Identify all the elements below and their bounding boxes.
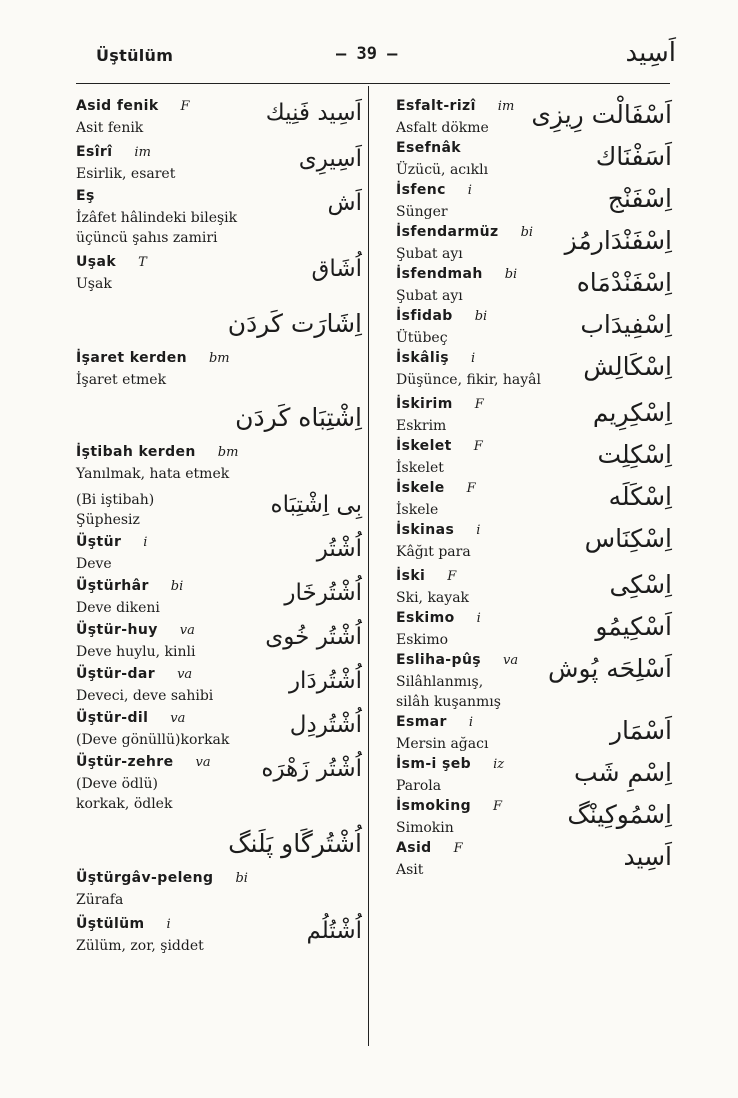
entry-head (76, 870, 362, 890)
entry-arabic: اَسْكِيمُو (595, 612, 672, 641)
entry-arabic: اِسْكَلَه (608, 482, 672, 511)
entry-arabic: اِسْفِيدَاب (580, 310, 672, 339)
entry-arabic: اَسَفْنَاك (595, 142, 672, 171)
dictionary-entry (76, 98, 362, 138)
entry-definition: İskele (396, 502, 439, 518)
entry-arabic: اُشْتُلُم (306, 918, 362, 944)
entry-arabic: اُشْتُردَار (288, 668, 362, 694)
page-header (76, 40, 676, 80)
dictionary-entry (396, 266, 672, 306)
entry-arabic: اِشْتِبَاه كَردَن (235, 403, 362, 432)
entry-headword: Üştür-huy (76, 622, 158, 638)
column-divider (368, 86, 369, 1046)
entry-headword: İsmoking (396, 798, 472, 814)
entry-headword: İsfidab (396, 308, 453, 324)
entry-headword: Üştülüm (76, 916, 145, 932)
entry-headword: Üştür (76, 534, 122, 550)
entry-headword: Eş (76, 188, 95, 204)
entry-arabic: اِشَارَت كَردَن (227, 309, 362, 338)
entry-headword: İsm-i şeb (396, 756, 472, 772)
entry-tag: va (179, 623, 195, 638)
entry-arabic: اَسْمَار (609, 716, 672, 745)
entry-definition: Deveci, deve sahibi (76, 688, 214, 704)
entry-tag: bi (235, 871, 248, 886)
entry-tag: i (471, 351, 476, 366)
dictionary-entry (396, 756, 672, 796)
entry-arabic: بِى اِشْتِبَاه (270, 492, 362, 518)
dictionary-entry (76, 916, 362, 956)
entry-tag: F (447, 569, 457, 584)
dictionary-entry (396, 308, 672, 348)
dictionary-entry (396, 182, 672, 222)
entry-definition: Yanılmak, hata etmek (76, 466, 230, 482)
entry-arabic: اُشْتُر زَهْرَه (261, 756, 362, 782)
entry-headword: İskirim (396, 396, 453, 412)
entry-arabic: اُشْتُرگَاو پَلَنگ (228, 829, 362, 858)
header-rule (76, 83, 670, 84)
entry-definition: Ski, kayak (396, 590, 470, 606)
entry-arabic: اِسْكَالِش (583, 352, 672, 381)
dictionary-entry (396, 714, 672, 754)
entry-definition: silâh kuşanmış (396, 694, 501, 710)
entry-arabic: اِسْمِ شَب (574, 758, 672, 787)
page-number: — 39 — (336, 44, 398, 64)
guide-arabic: اَسِيد (625, 38, 676, 68)
entry-arabic: اَسِيد (623, 842, 672, 871)
entry-arabic: اَسِيرِى (298, 146, 362, 172)
entry-definition: (Deve ödlü) (76, 776, 158, 792)
dictionary-entry (396, 610, 672, 650)
entry-tag: iz (493, 757, 505, 772)
dictionary-entry (396, 568, 672, 608)
entry-arabic: اَش (327, 190, 362, 216)
dictionary-entry (76, 710, 362, 750)
entry-definition: Sünger (396, 204, 448, 220)
entry-tag: i (166, 917, 171, 932)
entry-definition: Silâhlanmış, (396, 674, 484, 690)
entry-tag: i (467, 183, 472, 198)
entry-definition: (Deve gönüllü)korkak (76, 732, 230, 748)
entry-tag: va (503, 653, 519, 668)
entry-arabic: اُشْتُردِل (289, 712, 362, 738)
dictionary-entry (396, 522, 672, 562)
entry-head (76, 444, 362, 464)
dictionary-entry (76, 392, 362, 484)
entry-definition: Simokin (396, 820, 454, 836)
entry-arabic: اَسِيد فَنِيك (265, 100, 362, 126)
entry-definition: (Bi iştibah) (76, 492, 155, 508)
entry-tag: F (474, 397, 484, 412)
entry-arabic: اِسْفَنْدَارمُز (564, 226, 672, 255)
entry-definition: Esirlik, esaret (76, 166, 176, 182)
dictionary-entry (76, 818, 362, 910)
dictionary-entry (76, 622, 362, 662)
entry-definition: İskelet (396, 460, 444, 476)
dictionary-entry (76, 188, 362, 248)
entry-tag: im (134, 145, 151, 160)
entry-definition: Düşünce, fikir, hayâl (396, 372, 541, 388)
entry-definition: Mersin ağacı (396, 736, 489, 752)
entry-headword: İski (396, 568, 426, 584)
entry-tag: i (468, 715, 474, 730)
entry-headword: Uşak (76, 254, 117, 270)
entry-definition: Şüphesiz (76, 512, 140, 528)
dictionary-entry (76, 534, 362, 574)
entry-headword: Üştür-dil (76, 710, 149, 726)
entry-headword: Üştür-dar (76, 666, 156, 682)
entry-headword: İskele (396, 480, 445, 496)
entry-definition: Deve (76, 556, 112, 572)
dictionary-entry (76, 578, 362, 618)
entry-headword: İsfenc (396, 182, 446, 198)
entry-tag: i (476, 611, 481, 626)
entry-headword: Asid (396, 840, 432, 856)
entry-tag: i (476, 523, 481, 538)
guide-word: Üştülüm (96, 46, 174, 65)
dictionary-entry (396, 224, 672, 264)
entry-arabic: اِسْفَنْدْمَاه (576, 268, 672, 297)
dictionary-entry (76, 144, 362, 184)
entry-arabic: اِسْكِنَاس (584, 524, 672, 553)
entry-headword: Esîrî (76, 144, 113, 160)
entry-headword: İsfendarmüz (396, 224, 499, 240)
entry-tag: F (473, 439, 483, 454)
entry-arabic: اُشْتُرخَار (284, 580, 362, 606)
dictionary-entry (396, 840, 672, 880)
entry-tag: F (180, 99, 190, 114)
entry-tag: va (195, 755, 211, 770)
entry-tag: F (453, 841, 463, 856)
entry-head (76, 350, 362, 370)
entry-arabic: اِسْفَنْج (607, 184, 672, 213)
entry-definition: Parola (396, 778, 442, 794)
dictionary-entry (76, 298, 362, 390)
entry-tag: bi (520, 225, 534, 240)
dictionary-entry (396, 350, 672, 390)
entry-definition: İşaret etmek (76, 372, 167, 388)
entry-definition: Eskimo (396, 632, 449, 648)
dictionary-entry (396, 652, 672, 712)
entry-arabic: اِسْكِلِت (597, 440, 672, 469)
entry-headword: İşaret kerden (76, 350, 187, 366)
entry-tag: bi (474, 309, 488, 324)
entry-tag: va (177, 667, 193, 682)
entry-definition: Uşak (76, 276, 112, 292)
entry-definition: Asit fenik (76, 120, 144, 136)
entry-arabic: اَسْلِحَه پُوش (547, 654, 672, 683)
left-column (76, 98, 362, 960)
entry-definition: Zülüm, zor, şiddet (76, 938, 204, 954)
entry-definition: Ütübeç (396, 330, 448, 346)
entry-tag: i (143, 535, 148, 550)
entry-tag: im (497, 99, 515, 114)
right-column (396, 98, 672, 882)
entry-tag: bm (217, 445, 239, 460)
entry-tag: T (138, 255, 147, 270)
entry-arabic: اُشَاق (311, 256, 362, 282)
entry-headword: İştibah kerden (76, 444, 196, 460)
dictionary-entry (76, 254, 362, 294)
entry-tag: va (170, 711, 186, 726)
entry-headword: Esefnâk (396, 140, 462, 156)
entry-definition: Deve huylu, kinli (76, 644, 196, 660)
entry-headword: Üştür-zehre (76, 754, 174, 770)
entry-definition: Şubat ayı (396, 288, 463, 304)
entry-headword: Esmar (396, 714, 447, 730)
entry-headword: İskâliş (396, 350, 450, 366)
entry-definition: Üzücü, acıklı (396, 162, 489, 178)
entry-headword: Esfalt-rizî (396, 98, 476, 114)
entry-headword: Asid fenik (76, 98, 159, 114)
entry-tag: F (466, 481, 476, 496)
dictionary-entry (396, 140, 672, 180)
entry-definition: Asfalt dökme (396, 120, 489, 136)
entry-arabic: اِسْكِرِيم (592, 398, 672, 427)
entry-headword: Esliha-pûş (396, 652, 482, 668)
entry-headword: İsfendmah (396, 266, 483, 282)
entry-tag: F (493, 799, 503, 814)
entry-headword: Üştürgâv-peleng (76, 870, 214, 886)
entry-tag: bi (504, 267, 518, 282)
entry-arabic: اِسْكِى (609, 570, 672, 599)
dictionary-entry (76, 666, 362, 706)
dictionary-entry (396, 438, 672, 478)
entry-tag: bi (170, 579, 184, 594)
entry-arabic: اُشْتُر (316, 536, 362, 562)
dictionary-entry (76, 754, 362, 814)
entry-definition: İzâfet hâlindeki bileşik (76, 210, 238, 226)
entry-tag: bm (208, 351, 230, 366)
entry-definition: Kâğıt para (396, 544, 471, 560)
entry-head (76, 188, 362, 208)
entry-headword: İskelet (396, 438, 452, 454)
entry-headword: Üştürhâr (76, 578, 149, 594)
dictionary-entry (396, 396, 672, 436)
dictionary-entry (396, 98, 672, 138)
entry-definition: üçüncü şahıs zamiri (76, 230, 218, 246)
entry-definition: Deve dikeni (76, 600, 160, 616)
entry-headword: İskinas (396, 522, 455, 538)
dictionary-entry (396, 480, 672, 520)
entry-definition: Zürafa (76, 892, 124, 908)
entry-arabic: اِسْمُوكِينْگ (567, 800, 672, 829)
entry-arabic: اَسْفَالْت رِيزِى (531, 100, 672, 129)
dictionary-entry (76, 490, 362, 530)
entry-definition: korkak, ödlek (76, 796, 173, 812)
dictionary-entry (396, 798, 672, 838)
entry-definition: Şubat ayı (396, 246, 463, 262)
entry-headword: Eskimo (396, 610, 455, 626)
entry-arabic: اُشْتُر خُوى (265, 624, 362, 650)
entry-definition: Eskrim (396, 418, 447, 434)
entry-definition: Asit (396, 862, 424, 878)
